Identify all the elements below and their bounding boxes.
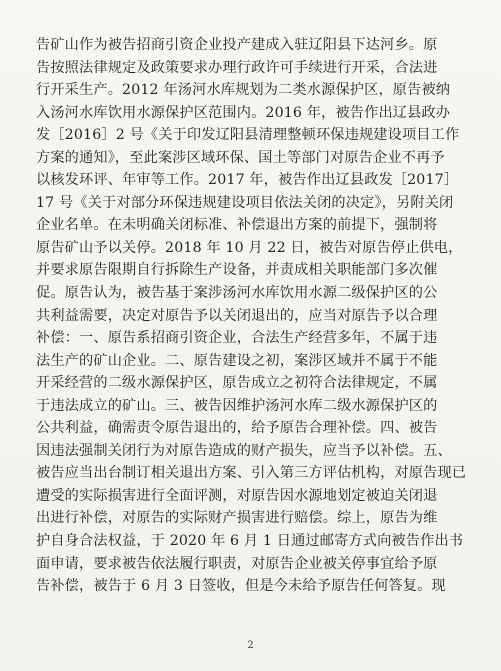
text-line: 方案的通知》，至此案涉区域环保、国土等部门对原告企业不再予	[36, 149, 445, 166]
text-line: 以核发环评、年审等工作。2017 年，被告作出辽县政发［2017］	[36, 172, 459, 189]
text-line: 企业名单。在未明确关闭标准、补偿退出方案的前提下，强制将	[36, 217, 438, 234]
text-line: 告按照法律规定及政策要求办理行政许可手续进行开采，合法进	[36, 59, 438, 76]
text-line: 17 号《关于对部分环保违规建设项目依法关闭的决定》，另附关闭	[36, 194, 454, 211]
text-line: 护自身合法权益，于 2020 年 6 月 1 日通过邮寄方式向被告作出书	[36, 533, 464, 550]
text-line: 开采经营的二级水源保护区，原告成立之初符合法律规定，不属	[36, 375, 438, 392]
text-line: 法生产的矿山企业。二、原告建设之初，案涉区域并不属于不能	[36, 352, 438, 369]
body-text	[36, 34, 472, 598]
text-line: 面申请，要求被告依法履行职责，对原告企业被关停事宜给予原	[36, 555, 438, 572]
text-line: 被告应当出台制订相关退出方案、引入第三方评估机构，对原告现已	[36, 465, 467, 482]
text-line: 促。原告认为，被告基于案涉汤河水库饮用水源二级保护区的公	[36, 285, 438, 302]
text-line: 遭受的实际损害进行全面评测，对原告因水源地划定被迫关闭退	[36, 487, 438, 504]
text-line: 发［2016］2 号《关于印发辽阳县清理整顿环保违规建设项目工作	[36, 127, 460, 144]
text-line: 出进行补偿，对原告的实际财产损害进行赔偿。综上，原告为维	[36, 510, 438, 527]
text-line: 公共利益，确需责令原告退出的，给予原告合理补偿。四、被告	[36, 420, 438, 437]
text-line: 因违法强制关闭行为对原告造成的财产损失，应当予以补偿。五、	[36, 442, 452, 459]
text-line: 告矿山作为被告招商引资企业投产建成入驻辽阳县下达河乡。原	[36, 37, 438, 53]
text-line: 行开采生产。2012 年汤河水库规划为二类水源保护区，原告被纳	[36, 82, 451, 99]
text-line: 原告矿山予以关停。2018 年 10 月 22 日，被告对原告停止供电，	[36, 239, 463, 256]
text-line: 告补偿，被告于 6 月 3 日签收，但是今未给予原告任何答复。现	[36, 578, 446, 595]
text-line: 入汤河水库饮用水源保护区范围内。2016 年，被告作出辽县政办	[36, 104, 451, 121]
text-line: 于违法成立的矿山。三、被告因维护汤河水库二级水源保护区的	[36, 397, 438, 414]
text-line: 并要求原告限期自行拆除生产设备，并责成相关职能部门多次催	[36, 262, 438, 279]
text-line: 补偿：一、原告系招商引资企业，合法生产经营多年，不属于违	[36, 330, 438, 347]
page-number: 2	[247, 640, 254, 651]
text-line: 共利益需要，决定对原告予以关闭退出的，应当对原告予以合理	[36, 307, 438, 324]
